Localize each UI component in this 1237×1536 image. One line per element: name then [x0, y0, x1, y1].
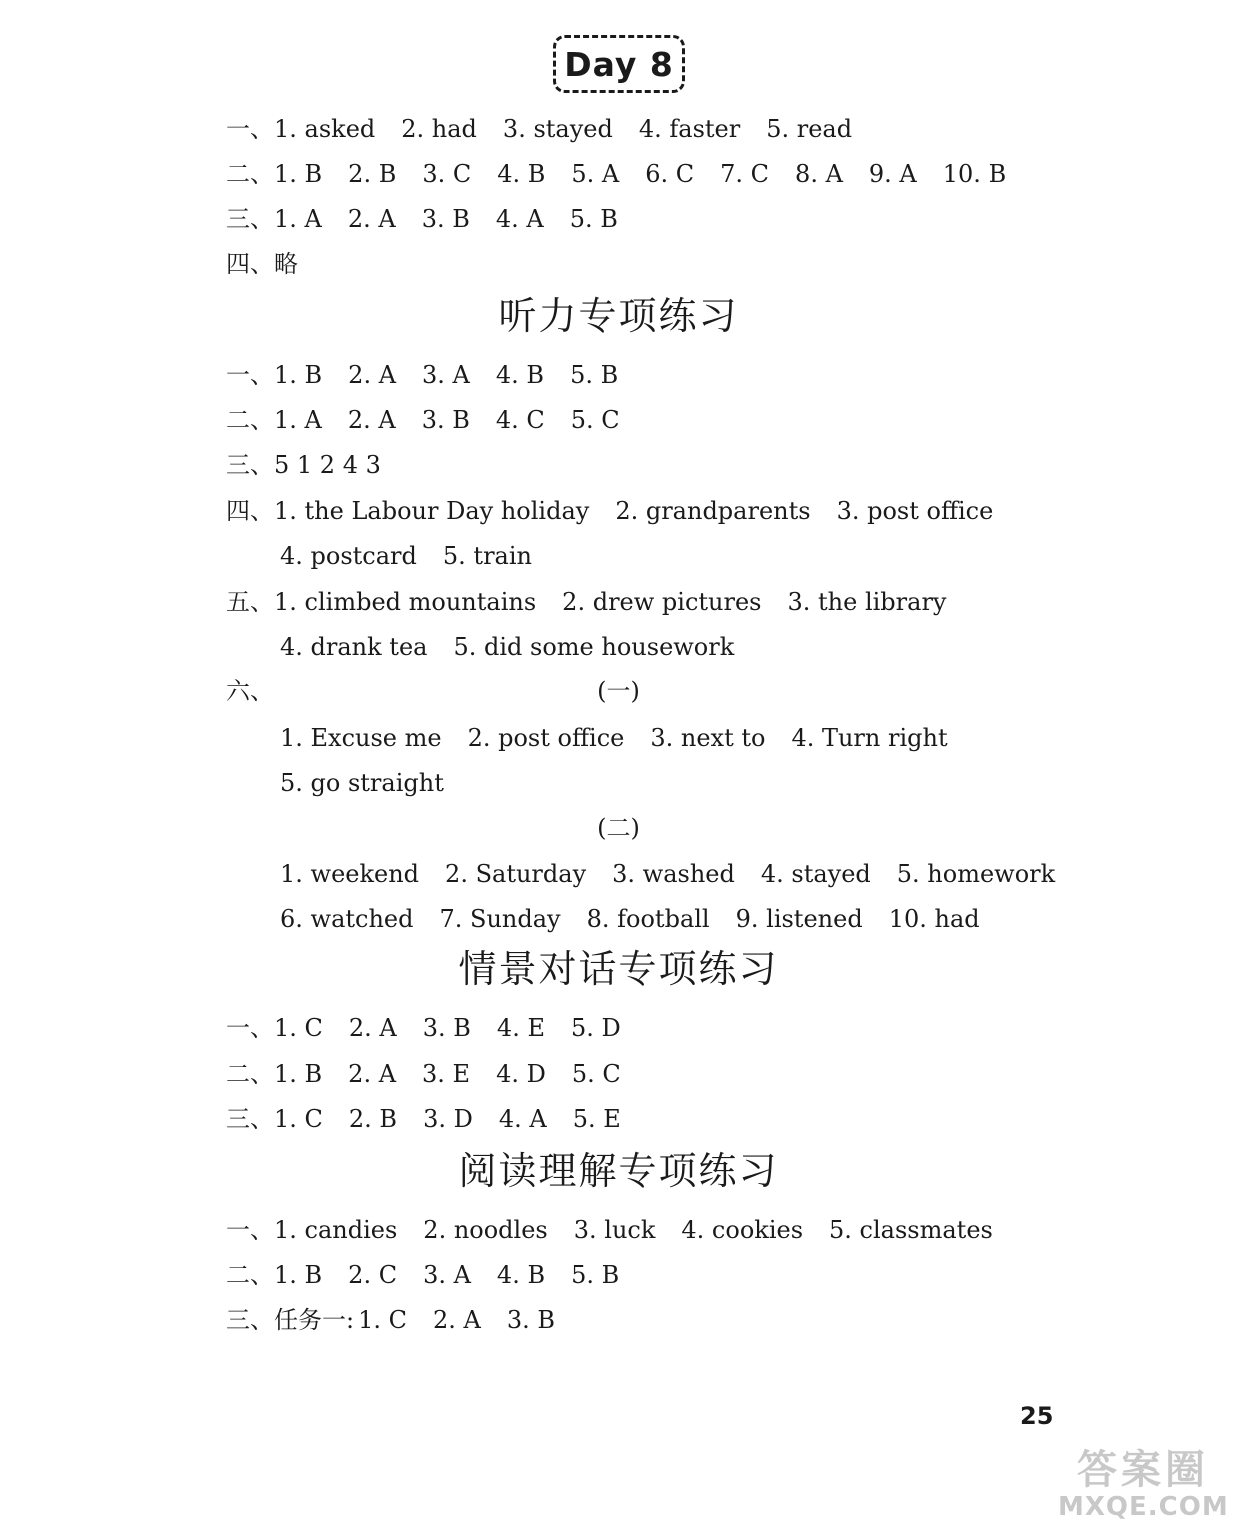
- answer-item: 1. C: [274, 1105, 323, 1133]
- answer-item: 1. the Labour Day holiday: [274, 497, 590, 525]
- answer-item: 5. A: [571, 160, 620, 188]
- answer-item: 4. B: [497, 160, 546, 188]
- section-title-dialogue: 情景对话专项练习: [458, 947, 779, 991]
- answer-item: 2. A: [348, 361, 397, 389]
- answer-item: 2. B: [348, 160, 397, 188]
- answer-item: 3. next to: [650, 724, 766, 752]
- answer-item: 1. B: [274, 361, 323, 389]
- day8-row-4: [226, 244, 298, 284]
- answer-item: 8. A: [795, 160, 843, 188]
- section-title-reading: 阅读理解专项练习: [458, 1149, 779, 1193]
- task-label: 任务一:: [274, 1306, 355, 1334]
- row-number: 三、: [226, 1105, 274, 1133]
- answer-item: 3. B: [421, 205, 470, 233]
- answer-item: 3. D: [423, 1105, 473, 1133]
- answer-item: 5. C: [571, 1060, 621, 1088]
- answer-item: 9. A: [868, 160, 917, 188]
- answer-item: 3. C: [422, 160, 472, 188]
- answer-item: 2. A: [348, 1060, 397, 1088]
- reading-row-3: [226, 1300, 555, 1340]
- answer-item: 5. did some housework: [453, 633, 735, 661]
- day8-row-2: [226, 154, 1006, 194]
- row-number: 四、: [226, 497, 274, 525]
- answer-item: 1. B: [274, 160, 323, 188]
- answer-item: 1. C: [274, 1014, 323, 1042]
- answer-item: 4. drank tea: [280, 633, 428, 661]
- answer-item: 1. asked: [274, 115, 376, 143]
- answer-item: 7. C: [720, 160, 770, 188]
- answer-item: 4. B: [495, 361, 545, 389]
- listening-row-4-cont: [280, 536, 532, 576]
- answer-item: 1. A: [274, 205, 322, 233]
- answer-item: 7. Sunday: [439, 905, 561, 933]
- listening-row-6-part2-line2: [280, 899, 980, 939]
- answer-item: 1. Excuse me: [280, 724, 442, 752]
- answer-item: 5. C: [570, 406, 620, 434]
- answer-item: 4. Turn right: [791, 724, 948, 752]
- answer-item: 3. B: [421, 406, 470, 434]
- answer-item: 3. luck: [573, 1216, 656, 1244]
- answer-item: 6. C: [645, 160, 695, 188]
- row-number: 六、: [226, 677, 274, 705]
- part-label: (二): [597, 814, 640, 842]
- answer-item: 2. B: [348, 1105, 398, 1133]
- row-number: 二、: [226, 1060, 274, 1088]
- answer-item: 5. D: [570, 1014, 621, 1042]
- row-number: 三、: [226, 451, 274, 479]
- answer-item: 3. the library: [787, 588, 947, 616]
- answer-item: 2. had: [401, 115, 477, 143]
- day8-row-1: [226, 109, 852, 149]
- answer-item: 10. B: [942, 160, 1007, 188]
- listening-row-3: [226, 445, 381, 485]
- answer-item: 2. A: [347, 205, 396, 233]
- answer-item: 2. grandparents: [615, 497, 811, 525]
- row-number: 二、: [226, 160, 274, 188]
- listening-row-5: [226, 582, 946, 622]
- answer-item: 4. A: [495, 205, 544, 233]
- section-title-listening: 听力专项练习: [498, 294, 739, 338]
- answer-item: 8. football: [586, 905, 710, 933]
- answer-item: 5. B: [569, 205, 618, 233]
- answer-item: 略: [274, 250, 298, 278]
- answer-item: 2. noodles: [423, 1216, 548, 1244]
- row-number: 二、: [226, 1261, 274, 1289]
- watermark-logo: [1058, 1448, 1228, 1528]
- answer-item: 3. A: [422, 361, 470, 389]
- answer-item: 1. candies: [274, 1216, 398, 1244]
- row-number: 一、: [226, 115, 274, 143]
- answer-item: 5. go straight: [280, 769, 444, 797]
- row-number: 一、: [226, 1014, 274, 1042]
- page-number: 25: [1020, 1402, 1054, 1430]
- answer-item: 5. classmates: [829, 1216, 993, 1244]
- answer-item: 3. stayed: [502, 115, 613, 143]
- row-number: 三、: [226, 1306, 274, 1334]
- watermark-bottom: MXQE.COM: [1058, 1492, 1229, 1522]
- part-label: (一): [597, 677, 640, 705]
- answer-item: 1. B: [274, 1060, 323, 1088]
- row-number: 二、: [226, 406, 274, 434]
- answer-item: 2. post office: [467, 724, 625, 752]
- row-number: 四、: [226, 250, 274, 278]
- answer-item: 2. A: [432, 1306, 481, 1334]
- listening-row-2: [226, 400, 620, 440]
- day-badge: Day 8: [553, 35, 685, 93]
- answer-item: 5. B: [570, 361, 619, 389]
- row-number: 一、: [226, 361, 274, 389]
- answer-item: 3. E: [422, 1060, 471, 1088]
- answer-item: 2. A: [348, 1014, 397, 1042]
- dialogue-row-2: [226, 1054, 621, 1094]
- answer-item: 4. A: [498, 1105, 547, 1133]
- listening-row-6-part1-line2: [280, 763, 444, 803]
- answer-item: 3. A: [423, 1261, 471, 1289]
- answer-item: 6. watched: [280, 905, 414, 933]
- answer-item: 10. had: [888, 905, 980, 933]
- watermark-top: 答案圈: [1077, 1447, 1209, 1493]
- answer-item: 4. E: [496, 1014, 545, 1042]
- answer-item: 3. post office: [836, 497, 994, 525]
- answer-item: 4. B: [496, 1261, 546, 1289]
- answer-item: 5. read: [766, 115, 853, 143]
- listening-row-6-part2-line1: [280, 854, 1055, 894]
- row-number: 三、: [226, 205, 274, 233]
- row-number: 一、: [226, 1216, 274, 1244]
- answer-item: 1. weekend: [280, 860, 420, 888]
- answer-item: 2. drew pictures: [562, 588, 762, 616]
- answer-item: 1. A: [274, 406, 322, 434]
- answer-item: 1. B: [274, 1261, 323, 1289]
- listening-row-4: [226, 491, 993, 531]
- answer-item: 4. D: [496, 1060, 546, 1088]
- answer-item: 2. Saturday: [445, 860, 587, 888]
- answer-item: 3. B: [506, 1306, 556, 1334]
- answer-item: 1. climbed mountains: [274, 588, 537, 616]
- listening-row-5-cont: [280, 627, 734, 667]
- answer-item: 4. stayed: [760, 860, 871, 888]
- answer-item: 5. E: [572, 1105, 621, 1133]
- row-number: 五、: [226, 588, 274, 616]
- answer-item: 4. cookies: [681, 1216, 804, 1244]
- answer-item: 4. faster: [638, 115, 741, 143]
- answer-item: 5 1 2 4 3: [274, 451, 381, 479]
- part-label-1: [0, 671, 1237, 711]
- day8-row-3: [226, 199, 618, 239]
- dialogue-row-1: [226, 1008, 621, 1048]
- listening-row-1: [226, 355, 618, 395]
- dialogue-row-3: [226, 1099, 621, 1139]
- answer-item: 2. C: [348, 1261, 398, 1289]
- answer-item: 4. C: [495, 406, 545, 434]
- answer-item: 3. B: [422, 1014, 471, 1042]
- answer-item: 1. C: [358, 1306, 407, 1334]
- answer-item: 5. homework: [896, 860, 1056, 888]
- answer-item: 5. train: [442, 542, 532, 570]
- answer-item: 2. A: [347, 406, 396, 434]
- answer-item: 9. listened: [735, 905, 863, 933]
- reading-row-1: [226, 1210, 993, 1250]
- answer-item: 3. washed: [612, 860, 735, 888]
- reading-row-2: [226, 1255, 619, 1295]
- answer-item: 4. postcard: [280, 542, 417, 570]
- listening-row-6-part1-line1: [280, 718, 948, 758]
- part-label-2: [0, 808, 1237, 848]
- answer-item: 5. B: [571, 1261, 620, 1289]
